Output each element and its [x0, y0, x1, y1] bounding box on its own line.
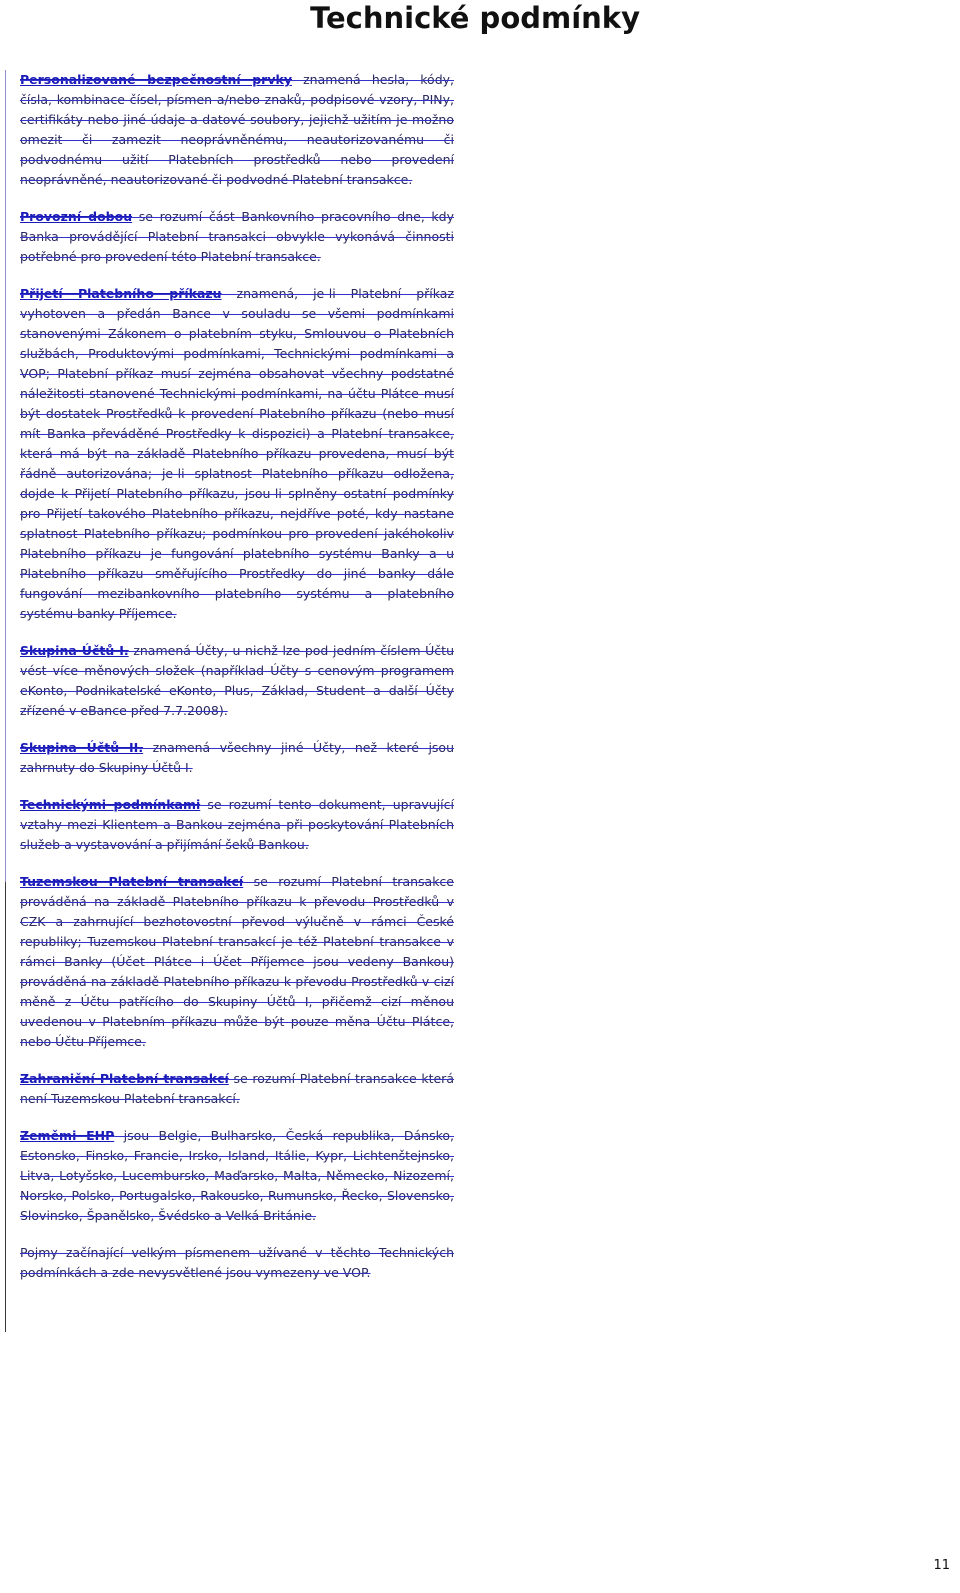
definition-text: se rozumí tento dokument, upravující vztahy mezi Klientem a Bankou zejména při poskytování Platebních služeb a vystavování a přijímání šeků Bankou.	[20, 797, 454, 852]
page-title: Technické podmínky	[310, 1, 640, 35]
page-number: 11	[933, 1558, 950, 1573]
definition-text: jsou Belgie, Bulharsko, Česká republika, Dánsko, Estonsko, Finsko, Francie, Irsko, Island, Itálie, Kypr, Lichtenštejnsko, Litva, Lotyšsko, Lucembursko, Maďarsko, Malta, Německo, Nizozemí, Norsko, Polsko, Portugalsko, Rakousko, Rumunsko, Řecko, Slovensko, Slovinsko, Španělsko, Švédsko a Velká Británie.	[20, 1128, 455, 1223]
definition-text: se rozumí Platební transakce prováděná na základě Platebního příkazu k převodu Prostředků v CZK a zahrnující bezhotovostní převod výlučně v rámci České republiky; Tuzemskou Platební transakcí je též Platební transakce v rámci Banky (Účet Plátce i Účet Příjemce jsou vedeny Bankou) prováděná na základě Platebního příkazu k převodu Prostředků v cizí měně z Účtu patřícího do Skupiny Účtů I, přičemž cizí měnou uvedenou v Platebním příkazu může být pouze měna Účtu Plátce, nebo Účtu Příjemce.	[20, 874, 454, 1049]
definition-eea-countries	[20, 1126, 454, 1226]
definition-text: znamená všechny jiné Účty, než které jsou zahrnuty do Skupiny Účtů I.	[20, 740, 454, 775]
definition-account-group-2	[20, 738, 454, 778]
definition-foreign-payment-transaction	[20, 1069, 454, 1109]
definition-text: se rozumí část Bankovního pracovního dne, kdy Banka provádějící Platební transakci obvykle vykonává činnosti potřebné pro provedení této Platební transakce.	[20, 209, 454, 264]
closing-note	[20, 1243, 454, 1283]
definition-operating-hours	[20, 207, 454, 267]
definition-term: Zeměmi EHP	[20, 1128, 115, 1143]
definition-text: znamená hesla, kódy, čísla, kombinace čísel, písmen a/nebo znaků, podpisové vzory, PINy, certifikáty nebo jiné údaje a datové soubory, jejichž užitím je možno omezit či zamezit neoprávněnému, neautorizovanému či podvodnému užití Platebních prostředků nebo provedení neoprávněné, neautorizované či podvodné Platební transakce.	[20, 72, 454, 187]
definition-payment-order-acceptance	[20, 284, 454, 624]
definition-term: Provozní dobou	[20, 209, 133, 224]
definition-term: Skupina Účtů II.	[20, 740, 144, 755]
definition-account-group-1	[20, 641, 454, 721]
definition-personalized-security-features	[20, 70, 454, 190]
definitions-list	[20, 70, 454, 1300]
definition-term: Přijetí Platebního příkazu	[20, 286, 222, 301]
definition-technical-conditions	[20, 795, 454, 855]
definition-term: Personalizované bezpečnostní prvky	[20, 72, 292, 87]
definition-text: znamená, je-li Platební příkaz vyhotoven a předán Bance v souladu se všemi podmínkami stanovenými Zákonem o platebním styku, Smlouvou o Platebních službách, Produktovými podmínkami, Technickými podmínkami a VOP; Platební příkaz musí zejména obsahovat všechny podstatné náležitosti stanovené Technickými podmínkami, na účtu Plátce musí být dostatek Prostředků k provedení Platebního příkazu (nebo musí mít Banka převáděné Prostředky k dispozici) a Platební transakce, která má být na základě Platebního příkazu provedena, musí být řádně autorizována; je-li splatnost Platebního příkazu odložena, dojde k Přijetí Platebního příkazu, jsou-li splněny ostatní podmínky pro Přijetí takového Platebního příkazu, nejdříve poté, kdy nastane splatnost Platebního příkazu; podmínkou pro provedení jakéhokoliv Platebního příkazu je fungování platebního systému Banky a u Platebního příkazu směřujícího Prostředky do jiné banky dále fungování mezibankovního platebního systému a platebního systému banky Příjemce.	[20, 286, 454, 621]
definition-domestic-payment-transaction	[20, 872, 454, 1052]
closing-note-text: Pojmy začínající velkým písmenem užívané v těchto Technických podmínkách a zde nevysvětlené jsou vymezeny ve VOP.	[20, 1245, 454, 1280]
definition-text: znamená Účty, u nichž lze pod jedním číslem Účtu vést více měnových složek (například Účty s cenovým programem eKonto, Podnikatelské eKonto, Plus, Základ, Student a další Účty zřízené v eBance před 7.7.2008).	[20, 643, 454, 718]
definition-term: Tuzemskou Platební transakcí	[20, 874, 244, 889]
definition-text: se rozumí Platební transakce která není Tuzemskou Platební transakcí.	[20, 1071, 454, 1106]
definition-term: Zahraniční Platební transakcí	[20, 1071, 229, 1086]
definition-term: Technickými podmínkami	[20, 797, 201, 812]
revision-bar-secondary	[5, 882, 6, 1332]
definition-term: Skupina Účtů I.	[20, 643, 129, 658]
